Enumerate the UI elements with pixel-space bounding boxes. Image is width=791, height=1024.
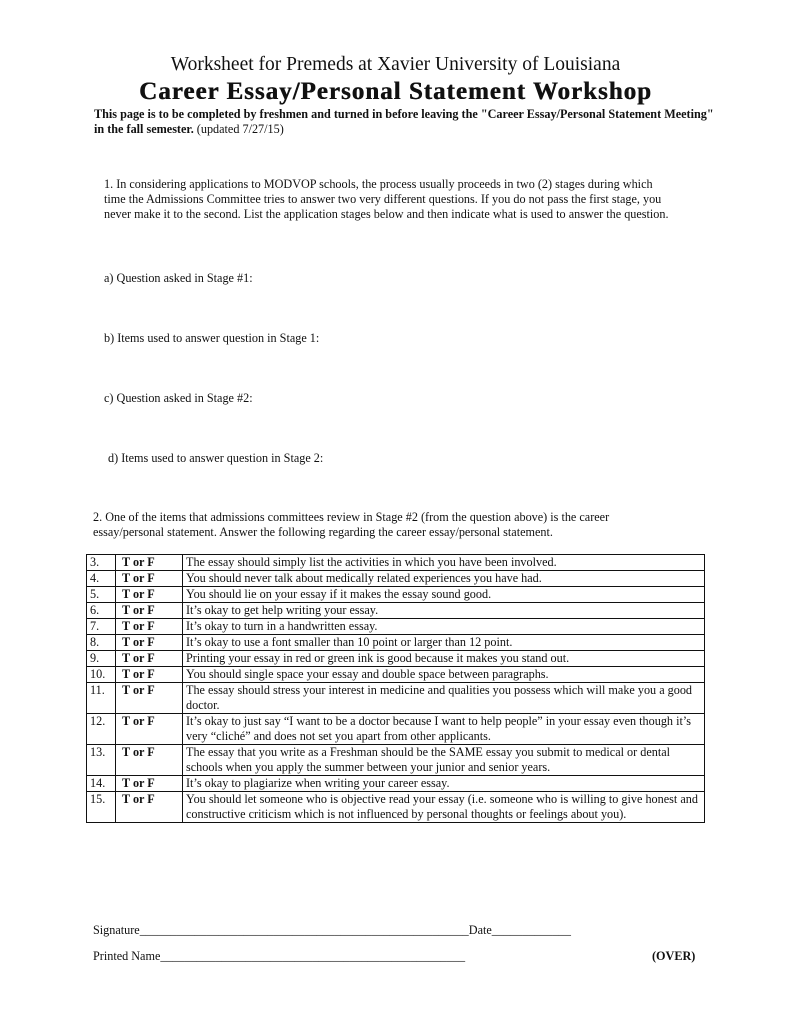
true-false-choice[interactable]: T or F <box>116 587 183 603</box>
true-false-choice[interactable]: T or F <box>116 667 183 683</box>
item-number: 15. <box>87 792 116 823</box>
page-title: Career Essay/Personal Statement Workshop <box>139 78 652 105</box>
question-1a-prompt: a) Question asked in Stage #1: <box>104 271 253 285</box>
item-number: 9. <box>87 651 116 667</box>
worksheet-subtitle: Worksheet for Premeds at Xavier University of Louisiana <box>170 54 621 75</box>
table-row <box>87 792 705 823</box>
question-1-text: 1. In considering applications to MODVOP schools, the process usually proceeds in two (2) stages during which time the Admissions Committee tries to answer two very different questions. If you do not pass the first stage, you never make it to the second. List the application stages below and then indicate what is used to answer the question. <box>104 177 669 221</box>
table-row <box>87 555 705 571</box>
item-number: 6. <box>87 603 116 619</box>
true-false-choice[interactable]: T or F <box>116 792 183 823</box>
question-2-text: 2. One of the items that admissions committees review in Stage #2 (from the question above) is the career essay/personal statement. Answer the following regarding the career essay/personal statement. <box>93 510 610 539</box>
item-number: 11. <box>87 683 116 714</box>
item-number: 10. <box>87 667 116 683</box>
item-number: 3. <box>87 555 116 571</box>
question-1b-prompt: b) Items used to answer question in Stage 1: <box>104 331 320 345</box>
statement-text: The essay should simply list the activities in which you have been involved. <box>183 555 705 571</box>
table-row <box>87 587 705 603</box>
true-false-table <box>86 554 705 823</box>
true-false-choice[interactable]: T or F <box>116 776 183 792</box>
item-number: 5. <box>87 587 116 603</box>
statement-text: It’s okay to just say “I want to be a doctor because I want to help people” in your essay even though it’s very “cliché” and does not set you apart from other applicants. <box>183 714 705 745</box>
statement-text: It’s okay to use a font smaller than 10 point or larger than 12 point. <box>183 635 705 651</box>
updated-date: (updated 7/27/15) <box>196 122 284 136</box>
true-false-choice[interactable]: T or F <box>116 714 183 745</box>
true-false-choice[interactable]: T or F <box>116 555 183 571</box>
true-false-choice[interactable]: T or F <box>116 745 183 776</box>
question-1c-prompt: c) Question asked in Stage #2: <box>104 391 253 405</box>
true-false-choice[interactable]: T or F <box>116 683 183 714</box>
intro-bold-text: This page is to be completed by freshmen and turned in before leaving the "Career Essay/Personal Statement Meeting" in the fall semester. <box>94 107 714 136</box>
item-number: 4. <box>87 571 116 587</box>
statement-text: You should let someone who is objective read your essay (i.e. someone who is willing to give honest and constructive criticism which is not influenced by personal thoughts or feelings about you). <box>183 792 705 823</box>
table-row <box>87 683 705 714</box>
table-row <box>87 635 705 651</box>
item-number: 13. <box>87 745 116 776</box>
item-number: 12. <box>87 714 116 745</box>
statement-text: Printing your essay in red or green ink is good because it makes you stand out. <box>183 651 705 667</box>
signature-date-line[interactable]: Signature______________________________________________________Date_____________ <box>93 923 571 937</box>
table-row <box>87 776 705 792</box>
question-1d-prompt: d) Items used to answer question in Stage 2: <box>108 451 324 465</box>
intro-paragraph <box>94 107 714 137</box>
statement-text: It’s okay to turn in a handwritten essay. <box>183 619 705 635</box>
table-row <box>87 745 705 776</box>
true-false-choice[interactable]: T or F <box>116 603 183 619</box>
true-false-choice[interactable]: T or F <box>116 651 183 667</box>
statement-text: The essay should stress your interest in medicine and qualities you possess which will make you a good doctor. <box>183 683 705 714</box>
printed-name-line[interactable]: Printed Name__________________________________________________ <box>93 949 466 963</box>
table-row <box>87 714 705 745</box>
true-false-choice[interactable]: T or F <box>116 571 183 587</box>
table-row <box>87 651 705 667</box>
table-row <box>87 571 705 587</box>
table-row <box>87 667 705 683</box>
true-false-choice[interactable]: T or F <box>116 635 183 651</box>
statement-text: You should single space your essay and double space between paragraphs. <box>183 667 705 683</box>
item-number: 7. <box>87 619 116 635</box>
statement-text: It’s okay to get help writing your essay. <box>183 603 705 619</box>
item-number: 14. <box>87 776 116 792</box>
item-number: 8. <box>87 635 116 651</box>
over-label: (OVER) <box>652 949 696 963</box>
statement-text: You should never talk about medically related experiences you have had. <box>183 571 705 587</box>
true-false-choice[interactable]: T or F <box>116 619 183 635</box>
statement-text: You should lie on your essay if it makes the essay sound good. <box>183 587 705 603</box>
statement-text: It’s okay to plagiarize when writing your career essay. <box>183 776 705 792</box>
table-row <box>87 619 705 635</box>
table-row <box>87 603 705 619</box>
statement-text: The essay that you write as a Freshman should be the SAME essay you submit to medical or dental schools when you apply the summer between your junior and senior years. <box>183 745 705 776</box>
